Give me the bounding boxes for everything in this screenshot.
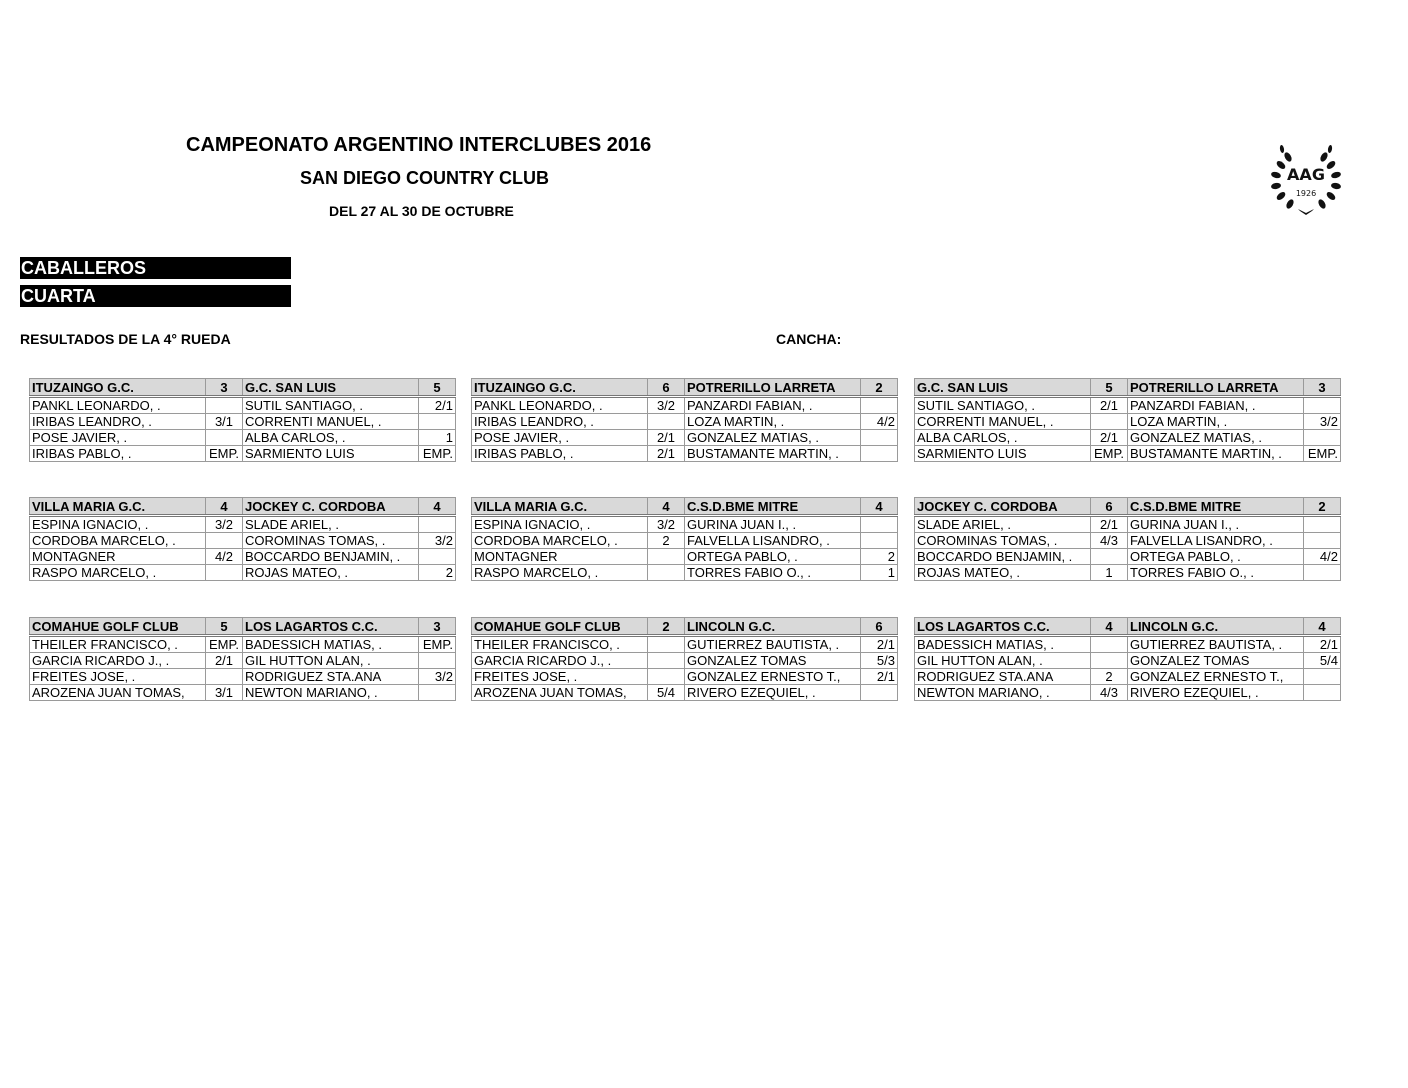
- player-b-name: FALVELLA LISANDRO, .: [1128, 533, 1304, 549]
- player-b-result: 2/1: [1304, 636, 1341, 653]
- player-b-result: 1: [419, 430, 456, 446]
- player-a-result: 3/1: [206, 685, 243, 701]
- player-b-result: [419, 685, 456, 701]
- player-b-result: 2/1: [861, 636, 898, 653]
- player-b-name: RODRIGUEZ STA.ANA: [243, 669, 419, 685]
- player-a-name: RASPO MARCELO, .: [472, 565, 648, 581]
- player-a-name: CORRENTI MANUEL, .: [915, 414, 1091, 430]
- player-b-name: GONZALEZ MATIAS, .: [1128, 430, 1304, 446]
- player-b-name: LOZA MARTIN, .: [685, 414, 861, 430]
- table-row: [472, 685, 898, 701]
- player-a-name: ALBA CARLOS, .: [915, 430, 1091, 446]
- player-b-name: ORTEGA PABLO, .: [1128, 549, 1304, 565]
- table-row: [472, 549, 898, 565]
- player-b-name: CORRENTI MANUEL, .: [243, 414, 419, 430]
- player-b-name: GONZALEZ MATIAS, .: [685, 430, 861, 446]
- player-a-name: IRIBAS PABLO, .: [30, 446, 206, 462]
- team-b-score: 5: [419, 379, 456, 397]
- player-b-name: RIVERO EZEQUIEL, .: [685, 685, 861, 701]
- player-b-name: GUTIERREZ BAUTISTA, .: [1128, 636, 1304, 653]
- player-b-name: GONZALEZ TOMAS: [685, 653, 861, 669]
- player-b-name: GURINA JUAN I., .: [685, 516, 861, 533]
- player-a-result: 4/3: [1091, 685, 1128, 701]
- match-table: [471, 378, 898, 462]
- player-a-result: 5/4: [648, 685, 685, 701]
- player-b-name: PANZARDI FABIAN, .: [685, 397, 861, 414]
- player-b-result: [1304, 533, 1341, 549]
- player-b-result: [861, 446, 898, 462]
- match-table: [914, 617, 1341, 701]
- player-a-result: [648, 414, 685, 430]
- player-a-name: IRIBAS PABLO, .: [472, 446, 648, 462]
- table-row: [915, 446, 1341, 462]
- player-a-name: MONTAGNER: [472, 549, 648, 565]
- team-a-score: 6: [1091, 498, 1128, 516]
- table-row: [472, 516, 898, 533]
- player-a-name: ROJAS MATEO, .: [915, 565, 1091, 581]
- team-b-name: C.S.D.BME MITRE: [1128, 498, 1304, 516]
- player-b-name: LOZA MARTIN, .: [1128, 414, 1304, 430]
- player-b-name: SUTIL SANTIAGO, .: [243, 397, 419, 414]
- player-a-name: RASPO MARCELO, .: [30, 565, 206, 581]
- table-row: [30, 446, 456, 462]
- team-b-name: JOCKEY C. CORDOBA: [243, 498, 419, 516]
- player-a-result: EMP.: [206, 636, 243, 653]
- player-b-result: 1: [861, 565, 898, 581]
- player-b-result: 4/2: [1304, 549, 1341, 565]
- player-a-result: [648, 565, 685, 581]
- team-a-score: 3: [206, 379, 243, 397]
- team-a-name: VILLA MARIA G.C.: [30, 498, 206, 516]
- player-a-result: [648, 669, 685, 685]
- player-a-name: GARCIA RICARDO J., .: [30, 653, 206, 669]
- team-a-name: COMAHUE GOLF CLUB: [472, 618, 648, 636]
- team-b-score: 6: [861, 618, 898, 636]
- team-a-name: ITUZAINGO G.C.: [30, 379, 206, 397]
- player-b-name: SARMIENTO LUIS: [243, 446, 419, 462]
- player-b-name: ORTEGA PABLO, .: [685, 549, 861, 565]
- player-a-name: GIL HUTTON ALAN, .: [915, 653, 1091, 669]
- table-row: [915, 669, 1341, 685]
- team-b-score: 4: [419, 498, 456, 516]
- player-b-name: ALBA CARLOS, .: [243, 430, 419, 446]
- player-a-name: IRIBAS LEANDRO, .: [472, 414, 648, 430]
- player-a-result: [1091, 549, 1128, 565]
- player-a-result: [206, 565, 243, 581]
- player-b-result: 4/2: [861, 414, 898, 430]
- match-table: [29, 378, 456, 462]
- player-a-result: 2: [1091, 669, 1128, 685]
- player-a-result: 2/1: [1091, 397, 1128, 414]
- table-row: [915, 516, 1341, 533]
- player-b-result: [419, 516, 456, 533]
- match-table: [471, 497, 898, 581]
- table-row: [915, 685, 1341, 701]
- match-header-row: [30, 618, 456, 636]
- player-b-result: [1304, 565, 1341, 581]
- match-table: [914, 378, 1341, 462]
- table-row: [472, 653, 898, 669]
- player-a-name: SLADE ARIEL, .: [915, 516, 1091, 533]
- player-a-result: 4/2: [206, 549, 243, 565]
- player-a-result: 3/2: [206, 516, 243, 533]
- table-row: [30, 516, 456, 533]
- player-b-result: [861, 430, 898, 446]
- table-row: [30, 653, 456, 669]
- player-b-name: GONZALEZ ERNESTO T.,: [1128, 669, 1304, 685]
- player-b-name: BOCCARDO BENJAMIN, .: [243, 549, 419, 565]
- player-a-name: ESPINA IGNACIO, .: [30, 516, 206, 533]
- player-b-name: SLADE ARIEL, .: [243, 516, 419, 533]
- division-bar: CUARTA: [20, 285, 291, 307]
- player-b-result: 2/1: [419, 397, 456, 414]
- team-b-name: LOS LAGARTOS C.C.: [243, 618, 419, 636]
- player-a-name: SARMIENTO LUIS: [915, 446, 1091, 462]
- player-a-name: AROZENA JUAN TOMAS,: [472, 685, 648, 701]
- table-row: [915, 549, 1341, 565]
- table-row: [30, 565, 456, 581]
- player-a-name: COROMINAS TOMAS, .: [915, 533, 1091, 549]
- player-a-name: POSE JAVIER, .: [30, 430, 206, 446]
- venue-title: SAN DIEGO COUNTRY CLUB: [300, 168, 550, 188]
- player-b-name: TORRES FABIO O., .: [1128, 565, 1304, 581]
- category-bar: CABALLEROS: [20, 257, 291, 279]
- table-row: [472, 636, 898, 653]
- player-a-result: EMP.: [206, 446, 243, 462]
- table-row: [472, 446, 898, 462]
- player-a-result: 2/1: [648, 446, 685, 462]
- player-a-name: NEWTON MARIANO, .: [915, 685, 1091, 701]
- player-b-result: 3/2: [419, 669, 456, 685]
- table-row: [472, 669, 898, 685]
- player-b-result: 3/2: [1304, 414, 1341, 430]
- player-b-result: EMP.: [419, 636, 456, 653]
- table-row: [30, 685, 456, 701]
- player-b-result: [861, 533, 898, 549]
- table-row: [30, 636, 456, 653]
- match-header-row: [30, 379, 456, 397]
- player-a-name: ESPINA IGNACIO, .: [472, 516, 648, 533]
- player-a-name: THEILER FRANCISCO, .: [472, 636, 648, 653]
- player-b-result: [419, 653, 456, 669]
- team-b-score: 3: [1304, 379, 1341, 397]
- player-a-result: 3/2: [648, 397, 685, 414]
- player-b-name: RIVERO EZEQUIEL, .: [1128, 685, 1304, 701]
- player-b-result: [1304, 685, 1341, 701]
- team-b-score: 3: [419, 618, 456, 636]
- aag-logo-icon: [1268, 143, 1344, 215]
- dates-title: DEL 27 AL 30 DE OCTUBRE: [329, 203, 514, 219]
- team-a-score: 4: [1091, 618, 1128, 636]
- player-b-name: FALVELLA LISANDRO, .: [685, 533, 861, 549]
- match-table: [29, 497, 456, 581]
- player-b-result: 2: [419, 565, 456, 581]
- team-a-score: 2: [648, 618, 685, 636]
- match-header-row: [472, 379, 898, 397]
- table-row: [472, 430, 898, 446]
- table-row: [30, 533, 456, 549]
- player-a-result: 1: [1091, 565, 1128, 581]
- player-b-result: [861, 685, 898, 701]
- player-b-result: 2/1: [861, 669, 898, 685]
- team-a-name: ITUZAINGO G.C.: [472, 379, 648, 397]
- team-a-score: 5: [206, 618, 243, 636]
- player-a-result: [206, 669, 243, 685]
- player-b-result: [1304, 397, 1341, 414]
- player-b-result: [1304, 516, 1341, 533]
- match-header-row: [472, 498, 898, 516]
- table-row: [30, 549, 456, 565]
- team-b-name: C.S.D.BME MITRE: [685, 498, 861, 516]
- player-a-result: 2/1: [1091, 430, 1128, 446]
- player-a-name: IRIBAS LEANDRO, .: [30, 414, 206, 430]
- player-a-result: 3/1: [206, 414, 243, 430]
- match-table: [29, 617, 456, 701]
- player-a-name: POSE JAVIER, .: [472, 430, 648, 446]
- player-a-name: AROZENA JUAN TOMAS,: [30, 685, 206, 701]
- table-row: [915, 430, 1341, 446]
- player-a-result: [1091, 414, 1128, 430]
- player-b-result: 2: [861, 549, 898, 565]
- player-b-name: BUSTAMANTE MARTIN, .: [1128, 446, 1304, 462]
- table-row: [30, 669, 456, 685]
- player-a-result: 2/1: [648, 430, 685, 446]
- team-a-name: COMAHUE GOLF CLUB: [30, 618, 206, 636]
- team-b-name: LINCOLN G.C.: [685, 618, 861, 636]
- table-row: [915, 636, 1341, 653]
- player-a-result: EMP.: [1091, 446, 1128, 462]
- player-a-name: THEILER FRANCISCO, .: [30, 636, 206, 653]
- table-row: [472, 565, 898, 581]
- player-b-result: [861, 397, 898, 414]
- player-b-name: GONZALEZ ERNESTO T.,: [685, 669, 861, 685]
- player-a-result: 2: [648, 533, 685, 549]
- player-a-result: 2/1: [1091, 516, 1128, 533]
- player-b-name: GONZALEZ TOMAS: [1128, 653, 1304, 669]
- round-label: RESULTADOS DE LA 4° RUEDA: [20, 331, 231, 347]
- match-table: [471, 617, 898, 701]
- player-a-name: CORDOBA MARCELO, .: [30, 533, 206, 549]
- player-a-name: CORDOBA MARCELO, .: [472, 533, 648, 549]
- match-table: [914, 497, 1341, 581]
- player-a-result: [206, 533, 243, 549]
- table-row: [472, 533, 898, 549]
- player-b-result: 5/3: [861, 653, 898, 669]
- player-a-name: PANKL LEONARDO, .: [472, 397, 648, 414]
- player-b-name: PANZARDI FABIAN, .: [1128, 397, 1304, 414]
- player-b-name: BADESSICH MATIAS, .: [243, 636, 419, 653]
- player-b-result: [1304, 669, 1341, 685]
- player-b-name: GIL HUTTON ALAN, .: [243, 653, 419, 669]
- player-a-result: [206, 430, 243, 446]
- player-a-name: PANKL LEONARDO, .: [30, 397, 206, 414]
- team-a-score: 5: [1091, 379, 1128, 397]
- player-b-result: [419, 549, 456, 565]
- player-a-result: [648, 549, 685, 565]
- team-b-name: POTRERILLO LARRETA: [1128, 379, 1304, 397]
- player-b-result: EMP.: [1304, 446, 1341, 462]
- player-b-name: GURINA JUAN I., .: [1128, 516, 1304, 533]
- team-b-score: 4: [861, 498, 898, 516]
- player-a-result: [206, 397, 243, 414]
- player-b-name: NEWTON MARIANO, .: [243, 685, 419, 701]
- team-b-name: LINCOLN G.C.: [1128, 618, 1304, 636]
- table-row: [915, 533, 1341, 549]
- player-a-result: [648, 653, 685, 669]
- player-b-name: GUTIERREZ BAUTISTA, .: [685, 636, 861, 653]
- player-b-name: BUSTAMANTE MARTIN, .: [685, 446, 861, 462]
- team-a-name: G.C. SAN LUIS: [915, 379, 1091, 397]
- player-b-result: [1304, 430, 1341, 446]
- player-a-name: GARCIA RICARDO J., .: [472, 653, 648, 669]
- team-a-name: VILLA MARIA G.C.: [472, 498, 648, 516]
- team-a-score: 4: [648, 498, 685, 516]
- logo-year: 1926: [1295, 189, 1317, 198]
- team-b-name: G.C. SAN LUIS: [243, 379, 419, 397]
- team-b-score: 2: [861, 379, 898, 397]
- team-b-score: 2: [1304, 498, 1341, 516]
- table-row: [472, 397, 898, 414]
- match-header-row: [915, 498, 1341, 516]
- player-b-result: [861, 516, 898, 533]
- player-a-result: 3/2: [648, 516, 685, 533]
- player-b-result: 5/4: [1304, 653, 1341, 669]
- table-row: [472, 414, 898, 430]
- table-row: [915, 565, 1341, 581]
- team-b-name: POTRERILLO LARRETA: [685, 379, 861, 397]
- player-b-result: EMP.: [419, 446, 456, 462]
- player-a-result: [1091, 653, 1128, 669]
- player-b-name: COROMINAS TOMAS, .: [243, 533, 419, 549]
- player-a-name: BOCCARDO BENJAMIN, .: [915, 549, 1091, 565]
- team-b-score: 4: [1304, 618, 1341, 636]
- logo-text: AAG: [1287, 165, 1325, 184]
- match-header-row: [915, 618, 1341, 636]
- match-header-row: [30, 498, 456, 516]
- player-a-result: [1091, 636, 1128, 653]
- player-b-result: 3/2: [419, 533, 456, 549]
- match-header-row: [915, 379, 1341, 397]
- team-a-name: JOCKEY C. CORDOBA: [915, 498, 1091, 516]
- court-label: CANCHA:: [776, 331, 842, 347]
- player-a-result: 4/3: [1091, 533, 1128, 549]
- team-a-score: 4: [206, 498, 243, 516]
- player-a-name: SUTIL SANTIAGO, .: [915, 397, 1091, 414]
- table-row: [30, 430, 456, 446]
- team-a-score: 6: [648, 379, 685, 397]
- player-a-name: MONTAGNER: [30, 549, 206, 565]
- table-row: [30, 397, 456, 414]
- page-title: CAMPEONATO ARGENTINO INTERCLUBES 2016: [186, 134, 652, 156]
- player-a-name: BADESSICH MATIAS, .: [915, 636, 1091, 653]
- player-a-name: FREITES JOSE, .: [472, 669, 648, 685]
- player-b-result: [419, 414, 456, 430]
- player-a-result: 2/1: [206, 653, 243, 669]
- match-header-row: [472, 618, 898, 636]
- table-row: [915, 397, 1341, 414]
- table-row: [915, 653, 1341, 669]
- player-b-name: TORRES FABIO O., .: [685, 565, 861, 581]
- table-row: [915, 414, 1341, 430]
- player-b-name: ROJAS MATEO, .: [243, 565, 419, 581]
- player-a-result: [648, 636, 685, 653]
- player-a-name: RODRIGUEZ STA.ANA: [915, 669, 1091, 685]
- player-a-name: FREITES JOSE, .: [30, 669, 206, 685]
- team-a-name: LOS LAGARTOS C.C.: [915, 618, 1091, 636]
- table-row: [30, 414, 456, 430]
